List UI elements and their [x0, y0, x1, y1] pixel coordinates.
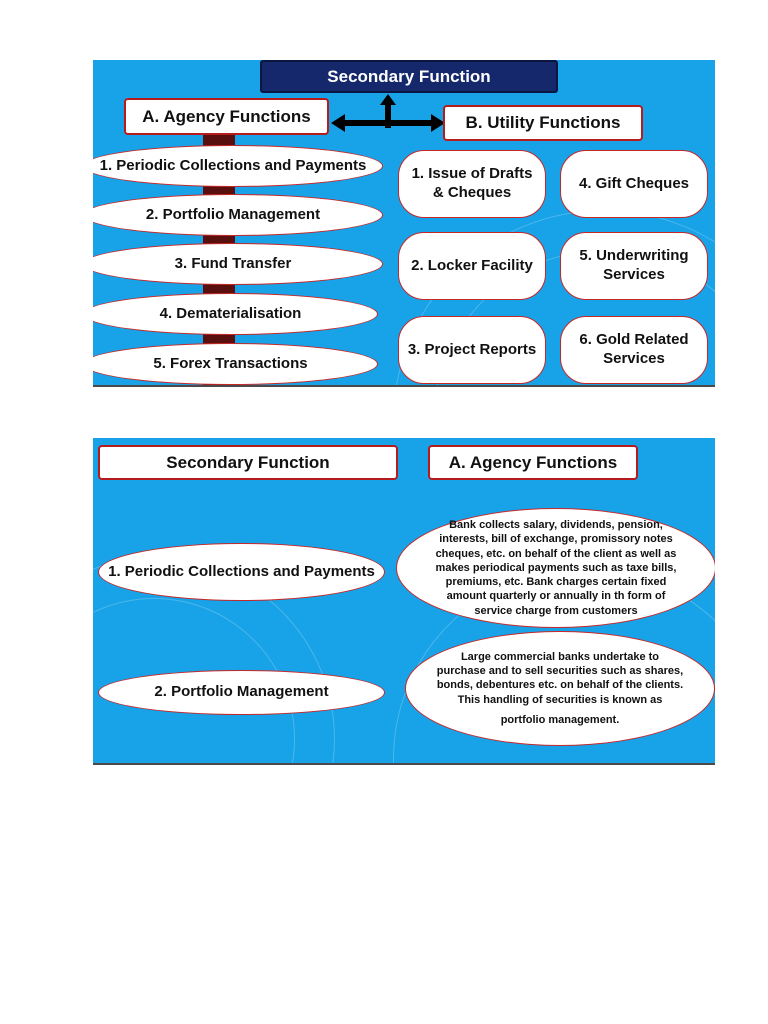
- utility-item-issue-of-drafts: 1. Issue of Drafts & Cheques: [398, 150, 546, 218]
- description-line: portfolio management.: [500, 713, 620, 726]
- utility-item-underwriting-services: 5. Underwriting Services: [560, 232, 708, 300]
- utility-item-project-reports: 3. Project Reports: [398, 316, 546, 384]
- description-line: purchase and to sell securities such as shares,: [436, 665, 684, 678]
- utility-item-locker-facility: 2. Locker Facility: [398, 232, 546, 300]
- agency-item-dematerialisation: 4. Dematerialisation: [93, 293, 378, 335]
- description-line: cheques, etc. on behalf of the client as well as: [435, 547, 677, 560]
- utility-functions-heading: B. Utility Functions: [443, 105, 643, 141]
- agency-functions-heading: A. Agency Functions: [124, 98, 329, 135]
- agency-item-fund-transfer: 3. Fund Transfer: [93, 243, 383, 285]
- description-line: bonds, debentures etc. on behalf of the clients.: [436, 679, 684, 692]
- agency-item-periodic-collections: 1. Periodic Collections and Payments: [98, 543, 385, 601]
- description-line: Large commercial banks undertake to: [460, 650, 660, 663]
- description-line: Bank collects salary, dividends, pension,: [449, 518, 663, 531]
- utility-item-gold-related-services: 6. Gold Related Services: [560, 316, 708, 384]
- agency-functions-heading: A. Agency Functions: [428, 445, 638, 480]
- periodic-collections-description: [396, 508, 715, 628]
- portfolio-management-description: [405, 631, 715, 746]
- agency-item-portfolio-management: 2. Portfolio Management: [98, 670, 385, 715]
- agency-item-periodic-collections: 1. Periodic Collections and Payments: [93, 145, 383, 187]
- agency-item-portfolio-management: 2. Portfolio Management: [93, 194, 383, 236]
- utility-item-gift-cheques: 4. Gift Cheques: [560, 150, 708, 218]
- agency-item-forex-transactions: 5. Forex Transactions: [93, 343, 378, 385]
- secondary-function-title: Secondary Function: [260, 60, 558, 93]
- slide-1-overview-diagram: [93, 60, 715, 387]
- description-line: premiums, etc. Bank charges certain fixed: [445, 576, 667, 589]
- description-line: makes periodical payments such as taxe bills,: [435, 561, 677, 574]
- double-headed-arrow-icon: [329, 92, 449, 140]
- secondary-function-heading: Secondary Function: [98, 445, 398, 480]
- description-line: interests, bill of exchange, promissory notes: [439, 533, 673, 546]
- description-line: service charge from customers: [474, 604, 638, 617]
- description-line: This handling of securities is known as: [457, 693, 663, 706]
- description-line: amount quarterly or annually in th form of: [446, 590, 666, 603]
- slide-2-agency-detail: [93, 438, 715, 765]
